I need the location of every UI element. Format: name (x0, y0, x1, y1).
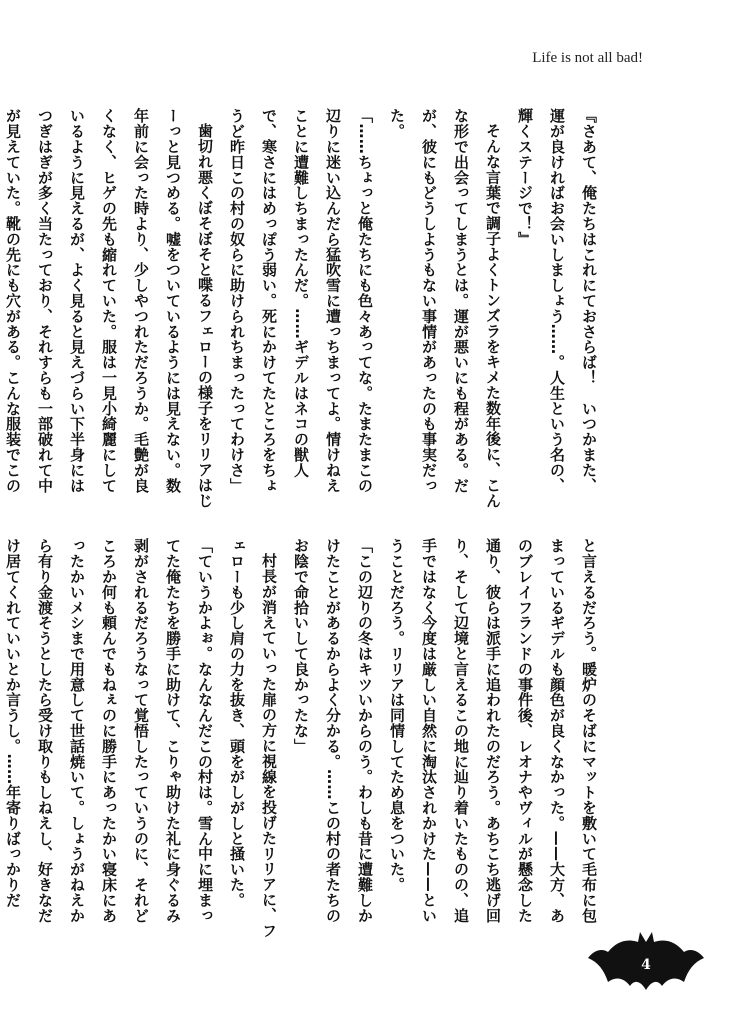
paragraph: 歯切れ悪くぼそぼそと喋るフェローの様子をリリアはじーっと見つめる。嘘をついているようには見えない。数年前に会った時より、少しやつれただろうか。毛艶が良くなく、ヒゲの先も縮れていた。服は一見小綺麗にしているように見えるが、よく見ると見えづらい下半身にはつぎはぎが多く当たっており、それすらも一部破れて中が見えていた。靴の先にも穴がある。こんな服装でこの (4, 108, 214, 508)
paragraph: 『さあて、俺たちはこれにておさらば！ いつかまた、運が良ければお会いしましょう……。人生という名の、輝くステージで！』 (516, 108, 598, 493)
paragraph: 村長が消えていった扉の方に視線を投げたリリアに、フェローも少し肩の力を抜き、頭をがしがしと掻いた。 (228, 538, 278, 938)
page-number: 4 (641, 957, 651, 973)
text-block-bottom (4, 538, 605, 938)
paragraph: そんな言葉で調子よくトンズラをキメた数年後に、こんな形で出会ってしまうとは。運が悪いにも程がある。だが、彼にもどうしようもない事情があったのも事実だった。 (388, 108, 502, 508)
running-header: Life is not all bad! (532, 50, 643, 66)
paragraph: 「ていうかよぉ。なんなんだこの村は。雪ん中に埋まってた俺たちを勝手に助けて、こりゃ助けた礼に身ぐるみ剥がされるだろうなって覚悟したっていうのに、それどころか何も頼んでもねぇのに勝手にあったかい寝床にあったかいメシまで用意して世話焼いて。しょうがねえから有り金渡そうとしたら受け取りもしねえし、好きなだけ居てくれていいとか言うし。……年寄りばっかりだ (4, 538, 214, 923)
paragraph: 「……ちょっと俺たちにも色々あってな。たまたまこの辺りに迷い込んだら猛吹雪に遭っちまってよ。情けねえことに遭難しちまったんだ。……ギデルはネコの獣人で、寒さにはめっぽう弱い。死にかけてたところをちょうど昨日この村の奴らに助けられちまったってわけさ」 (228, 108, 374, 493)
paragraph: と言えるだろう。暖炉のそばにマットを敷いて毛布に包まっているギデルも顔色が良くなかった。——大方、あのブレイフランドの事件後、レオナやヴィルが懸念した通り、彼らは派手に追われたのだろう。あちこち逃げ回り、そして辺境と言えるこの地に辿り着いたものの、追手ではなく今度は厳しい自然に淘汰されかけた——ということだろう。リリアは同情してため息をついた。 (388, 538, 598, 923)
text-block-top (4, 108, 605, 508)
paragraph: 「この辺りの冬はキツいからのう。わしも昔に遭難しかけたことがあるからよく分かる。……この村の者たちのお陰で命拾いして良かったな」 (292, 538, 374, 923)
